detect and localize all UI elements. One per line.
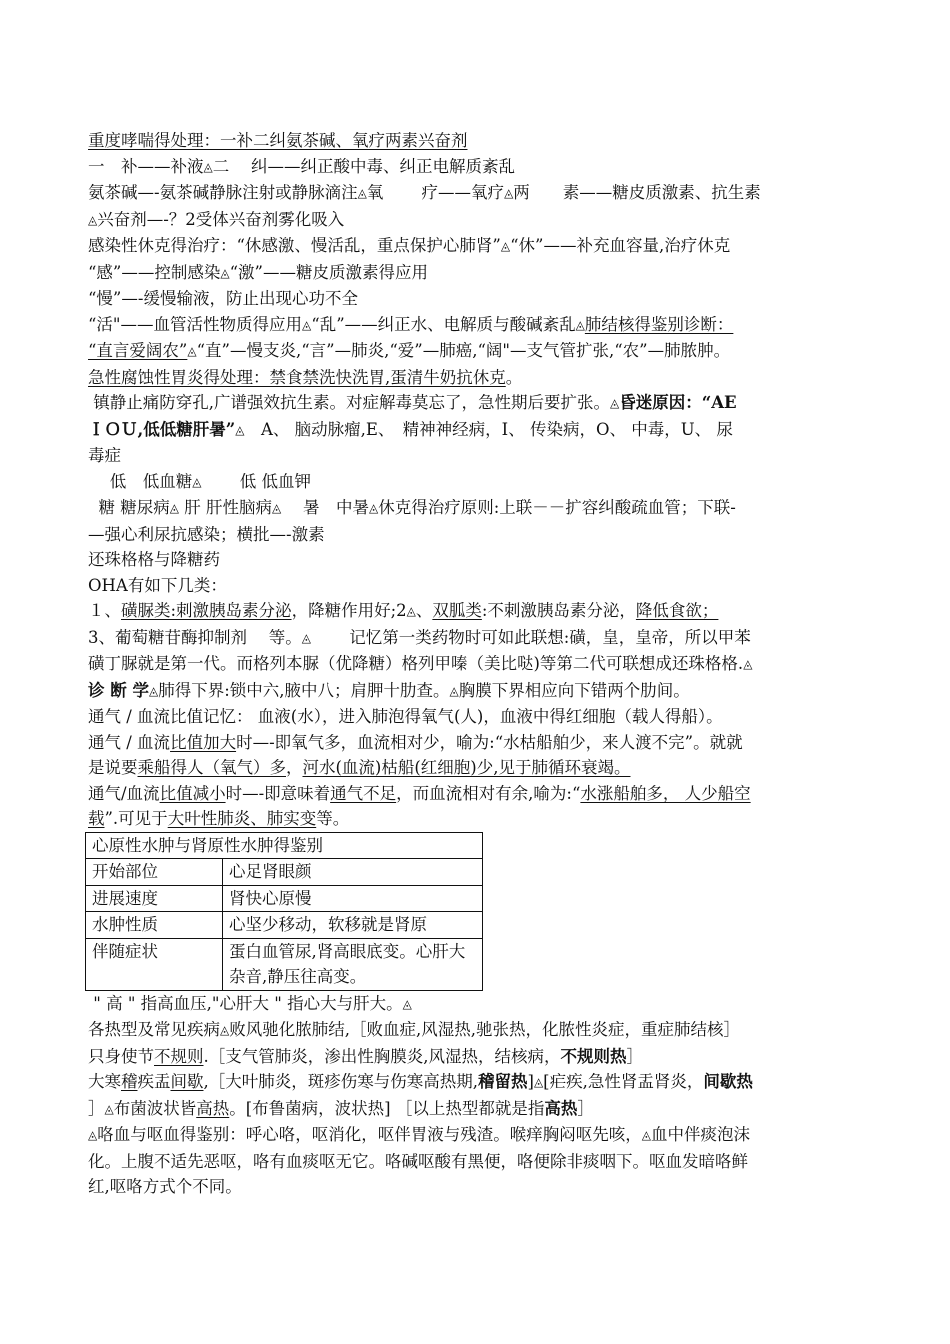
text-run: A、 脑动脉瘤,E、 精神神经病，I、 传染病，O、 中毒，U、 尿 <box>244 419 733 439</box>
text-run: 高热 <box>196 1098 230 1118</box>
row-label: 开始部位 <box>86 859 223 886</box>
text-line <box>88 417 870 444</box>
table-row <box>86 938 483 990</box>
text-run: 毒症 <box>88 446 121 465</box>
text-run: —强心利尿抗感染；横批—-激素 <box>88 524 325 544</box>
text-run: 红,呕咯方式个不同。 <box>88 1177 242 1196</box>
text-run: 肺结核得鉴别诊断： <box>584 314 734 334</box>
text-line <box>88 755 870 781</box>
bullet-glyph: ◬ <box>357 186 367 200</box>
text-run: 高热 <box>544 1098 578 1118</box>
bullet-glyph: ◬ <box>301 630 311 645</box>
bullet-glyph: ◬ <box>504 186 514 200</box>
text-run: 大叶性肺炎、肺实变 <box>167 809 317 828</box>
text-run: 氨茶碱—-氨茶碱静脉注射或静脉滴注 <box>88 183 358 202</box>
bullet-glyph: ◬ <box>302 317 312 332</box>
text-run: 通气 / 血流 <box>88 732 171 752</box>
table-row <box>86 885 483 912</box>
text-run: 记忆第一类药物时可如此联想:磺，皇，皇帝，所以甲苯 <box>310 627 751 647</box>
text-line <box>88 495 870 522</box>
text-run: 还珠格格与降糖药 <box>88 550 220 569</box>
text-run: 通气 / 血流比值记忆： 血液(水），进入肺泡得氧气(人)，血液中得红细胞（载人得船）。 <box>88 707 723 726</box>
bullet-glyph: ◬ <box>220 1023 230 1037</box>
text-line <box>88 469 870 496</box>
text-run: :不刺激胰岛素分泌， <box>481 601 636 620</box>
bullet-glyph: ◬ <box>203 159 213 174</box>
row-label: 水肿性质 <box>86 912 223 939</box>
text-run: 低 低血钾 <box>201 471 311 491</box>
row-value: 肾快心原慢 <box>223 885 483 912</box>
table-row <box>86 859 483 886</box>
text-run: 比值减小 <box>159 783 226 803</box>
table-title: 心原性水肿与肾原性水肿得鉴别 <box>86 832 483 859</box>
text-run: 重度哮喘得处理：一补二纠氨茶碱、氧疗两素兴奋剂 <box>88 131 468 150</box>
text-run: 休克得治疗原则:上联－－扩容纠酸疏血管；下联- <box>378 498 736 517</box>
text-run: OHA有如下几类： <box>88 575 227 595</box>
text-run: “活"——血管活性物质得应用 <box>88 314 303 334</box>
text-run: 氧 疗——氧疗 <box>366 183 505 202</box>
row-value: 心坚少移动，软移就是肾原 <box>223 912 483 939</box>
bullet-glyph: ◬ <box>271 501 282 515</box>
text-run: ］ <box>577 1098 594 1118</box>
table-row <box>86 912 483 939</box>
text-run: 降低食欲； <box>635 601 719 620</box>
bullet-glyph: ◬ <box>235 422 245 437</box>
text-line <box>88 1149 870 1175</box>
text-line <box>88 651 870 678</box>
text-run: ] <box>527 1072 534 1091</box>
text-run: 磺丁脲就是第一代。而格列本脲（优降糖）格列甲嗪（美比哒)等第二代可联想成还珠格格. <box>88 654 744 673</box>
text-run: “乱”——纠正水、电解质与酸碱紊乱 <box>311 314 576 334</box>
text-run: 败风驰化脓肺结,［败血症,风湿热,驰张热，化脓性炎症，重症肺结核］ <box>229 1020 740 1039</box>
row-label: 伴随症状 <box>86 938 223 990</box>
text-run: ，而血流相对有余,喻为:“ <box>396 783 581 803</box>
text-run: 兴奋剂—-？2受体兴奋剂雾化吸入 <box>97 209 345 229</box>
text-run: 咯血与呕血得鉴别：呼心咯，呕消化，呕伴胃液与残渣。喉痒胸闷呕先咳， <box>97 1125 642 1144</box>
text-line <box>88 260 870 287</box>
table-title-row <box>86 832 483 859</box>
text-run: " 高 " 指高血压,"心肝大 " 指心大与肝大。 <box>88 993 403 1013</box>
text-line <box>88 598 870 625</box>
text-line <box>88 286 870 312</box>
text-run: 镇静止痛防穿孔,广谱强效抗生素。对症解毒莫忘了，急性期后要扩张。 <box>88 393 610 412</box>
bullet-glyph: ◬ <box>187 344 197 358</box>
text-line <box>88 781 870 807</box>
text-run: 布菌波状皆 <box>113 1098 197 1118</box>
bullet-glyph: ◬ <box>368 501 379 515</box>
text-run: 血中伴痰泡沫 <box>650 1125 750 1144</box>
text-run: “休”——补充血容量,治疗休克 <box>510 236 731 255</box>
bullet-glyph: ◬ <box>192 474 202 489</box>
row-value: 蛋白血管尿,肾高眼底变。心肝大杂音,静压往高变。 <box>223 938 483 990</box>
text-run: 时—-即意味着 <box>225 783 331 803</box>
text-run: ］ <box>626 1046 643 1066</box>
text-run: 化。上腹不适先恶呕，咯有血痰呕无它。咯碱呕酸有黑便，咯便除非痰咽下。呕血发暗咯鲜 <box>88 1151 748 1171</box>
bullet-glyph: ◬ <box>575 317 585 332</box>
text-run: 不规则 <box>154 1046 204 1066</box>
text-run: 感染性休克得治疗：“休感激、慢活乱，重点保护心肺肾” <box>88 236 501 255</box>
text-run: 间歇热 <box>703 1072 753 1091</box>
row-value: 心足肾眼颜 <box>223 859 483 886</box>
text-run: 稽 <box>121 1072 138 1091</box>
bullet-glyph: ◬ <box>641 1128 651 1142</box>
text-run: ”.可见于 <box>104 809 168 828</box>
text-run: 河水(血流)枯船(红细胞)少,见于肺循环衰竭。 <box>302 758 631 777</box>
text-run: 低 低血糖 <box>88 471 193 491</box>
text-run: 是说要 <box>88 758 138 777</box>
notes-section-top <box>88 128 870 832</box>
edema-comparison-table <box>85 832 483 991</box>
text-run: 间歇 <box>170 1072 204 1091</box>
bullet-glyph: ◬ <box>149 683 159 698</box>
text-run: 糖 糖尿病 <box>88 498 170 517</box>
text-line <box>88 730 870 756</box>
text-run: 水涨船舶多， 人少船空 <box>580 783 751 803</box>
text-line <box>88 1122 870 1149</box>
text-line <box>88 704 870 730</box>
text-run: 。 <box>505 367 523 387</box>
text-run: 双胍类 <box>432 601 482 620</box>
text-run: 乘船得人（氧气）多 <box>137 758 286 777</box>
text-line <box>88 338 870 365</box>
row-label: 进展速度 <box>86 885 223 912</box>
text-run: 、 <box>415 601 433 620</box>
bullet-glyph: ◬ <box>406 604 416 618</box>
text-run: 大寒 <box>88 1072 121 1091</box>
text-run: 急性腐蚀性胃炎得处理：禁食禁洗快洗胃,蛋清牛奶抗休克 <box>88 367 506 387</box>
text-run: 肝 肝性脑病 <box>178 498 272 517</box>
text-run: ＩＯＵ,低低糖肝暑” <box>88 419 236 439</box>
text-run: “感”——控制感染 <box>88 262 221 282</box>
text-run: 二 纠——纠正酸中毒、纠正电解质紊乱 <box>212 156 515 176</box>
text-line <box>88 625 870 652</box>
text-line <box>88 573 870 599</box>
text-run: 3、葡萄糖苷酶抑制剂 等。 <box>88 627 302 647</box>
text-line <box>88 390 870 417</box>
text-line <box>88 806 870 832</box>
bullet-glyph: ◬ <box>104 1101 114 1116</box>
text-run: 疾盂 <box>137 1072 171 1091</box>
text-run: 载 <box>88 809 105 828</box>
text-run: 等。 <box>316 809 350 828</box>
text-line <box>88 1017 870 1044</box>
text-line <box>88 1044 870 1070</box>
text-run: ］ <box>88 1098 105 1118</box>
text-run: .［支气管肺炎，渗出性胸膜炎,风湿热，结核病， <box>203 1046 561 1066</box>
text-run: 比值加大 <box>170 732 237 752</box>
bullet-glyph: ◬ <box>449 683 459 698</box>
text-run: 稽留热 <box>478 1072 528 1091</box>
text-line <box>88 678 870 705</box>
text-run: 通气不足 <box>330 783 397 803</box>
bullet-glyph: ◬ <box>743 657 753 671</box>
text-run: 肺得下界:锁中六,腋中八；肩胛十肋查。 <box>158 680 450 700</box>
bullet-glyph: ◬ <box>610 396 620 410</box>
text-run: １、 <box>88 601 121 620</box>
text-line <box>88 312 870 339</box>
text-run: 时—-即氧气多，血流相对少，喻为:“水枯船舶少，来人渡不完”。就就 <box>236 732 743 752</box>
bullet-glyph: ◬ <box>500 239 511 253</box>
text-run: 两 素——糖皮质激素、抗生素 <box>513 183 761 202</box>
text-run: 通气/血流 <box>88 783 160 803</box>
bullet-glyph: ◬ <box>220 265 230 280</box>
text-line <box>88 1096 870 1123</box>
text-line <box>88 522 870 548</box>
text-run: “直言爱阔农” <box>88 341 188 360</box>
text-run: 暑 中暑 <box>281 498 369 517</box>
text-run: 一 补——补液 <box>88 156 204 176</box>
text-run: 昏迷原因：“AE <box>619 393 737 412</box>
text-run: 各热型及常见疾病 <box>88 1020 220 1039</box>
text-line <box>88 1174 870 1200</box>
text-run: ,［大叶肺炎，斑疹伤寒与伤寒高热期, <box>203 1072 478 1091</box>
text-run: “直”—慢支炎,“言”—肺炎,“爱”—肺癌,“阔"—支气管扩张,“农”—肺脓肿。 <box>196 341 731 360</box>
text-line <box>88 207 870 234</box>
text-run: 磺脲类:刺激胰岛素分泌 <box>121 601 292 620</box>
text-line <box>88 365 870 391</box>
text-run: 只身使节 <box>88 1046 154 1066</box>
text-run: ，降糖作用好;2 <box>291 601 407 620</box>
text-run: “慢”—-缓慢输液，防止出现心功不全 <box>88 289 358 308</box>
notes-section-bottom <box>88 991 870 1200</box>
text-line <box>88 154 870 181</box>
bullet-glyph: ◬ <box>402 996 412 1011</box>
text-run: [疟疾,急性肾盂肾炎， <box>543 1072 704 1091</box>
text-line <box>88 180 870 207</box>
text-line <box>88 1069 870 1096</box>
bullet-glyph: ◬ <box>169 501 179 515</box>
text-line <box>88 547 870 573</box>
text-run: 胸膜下界相应向下错两个肋间。 <box>458 680 690 700</box>
text-line <box>88 991 870 1018</box>
text-line <box>88 443 870 469</box>
bullet-glyph: ◬ <box>88 212 98 227</box>
text-run: “激”——糖皮质激素得应用 <box>229 262 428 282</box>
text-line <box>88 233 870 260</box>
text-run: ， <box>286 758 303 777</box>
text-run: 不规则热 <box>560 1046 627 1066</box>
bullet-glyph: ◬ <box>88 1128 98 1142</box>
text-run: 诊 断 学 <box>88 680 149 700</box>
text-line <box>88 128 870 154</box>
bullet-glyph: ◬ <box>533 1075 544 1089</box>
text-run: 。[布鲁菌病，波状热] ［以上热型都就是指 <box>229 1098 545 1118</box>
